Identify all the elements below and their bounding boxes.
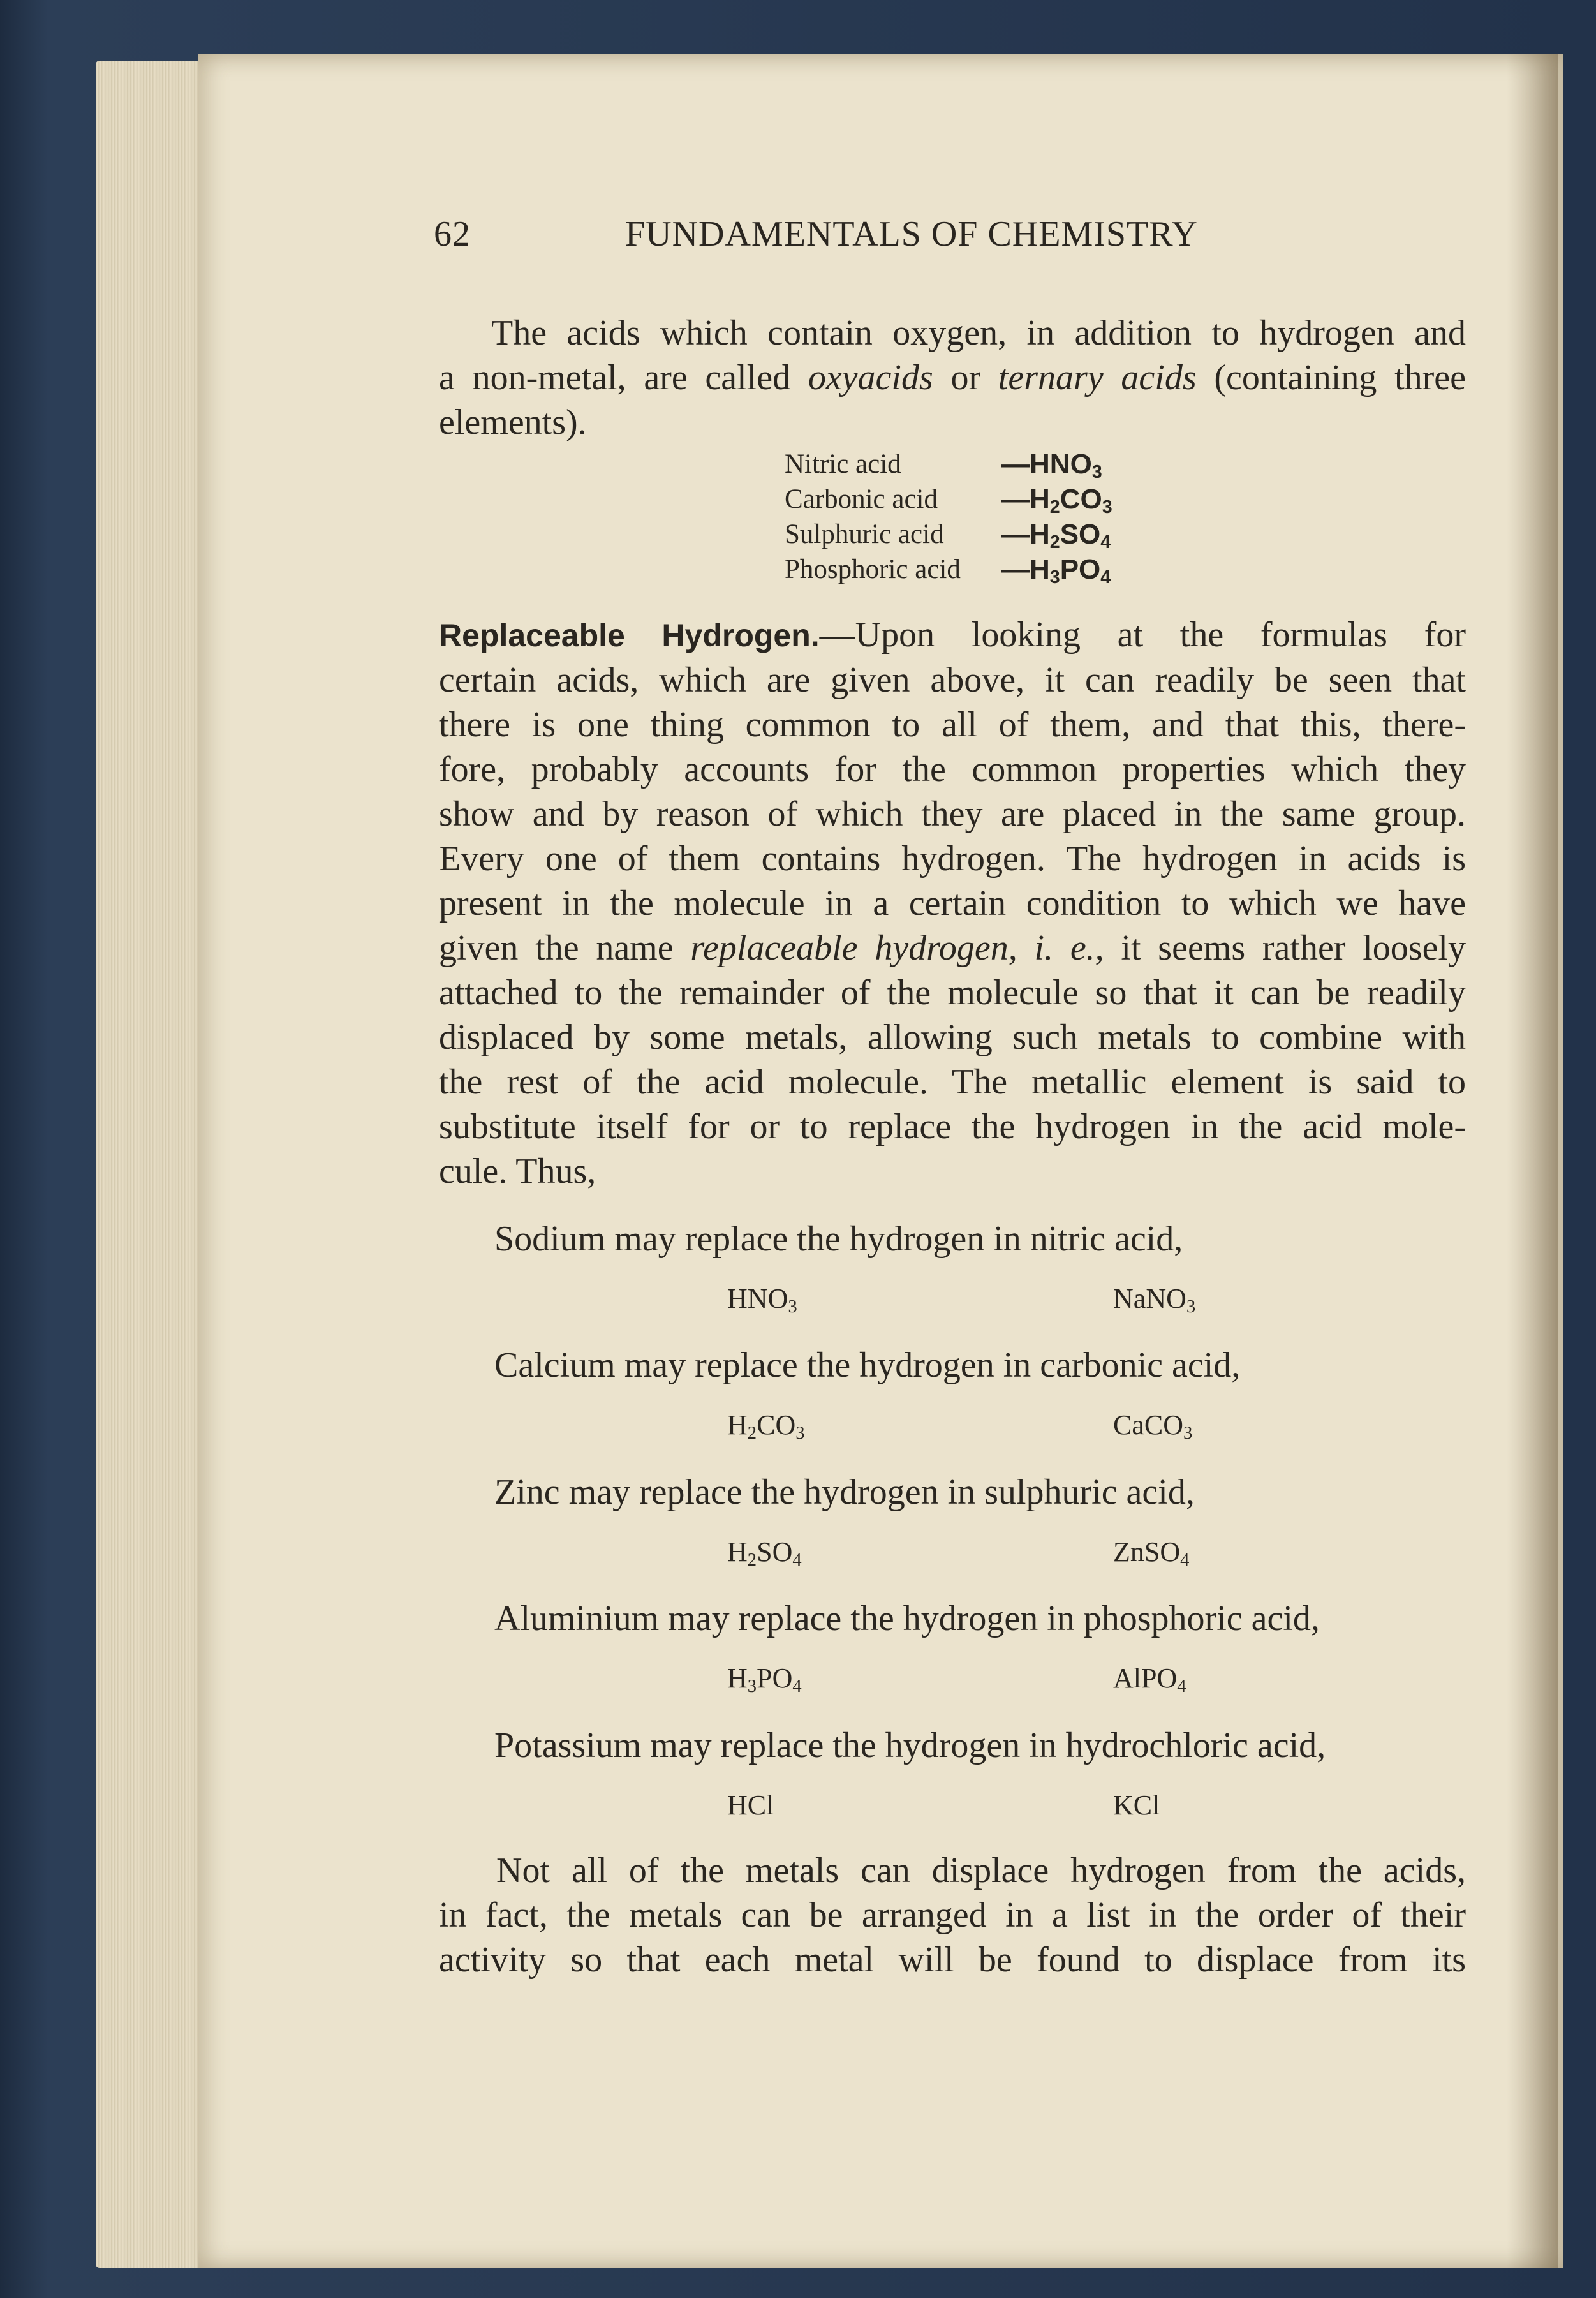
text-line: given the name replaceable hydrogen, i. e., it seems rather loosely [439, 928, 1466, 968]
acid-name: Nitric acid [785, 449, 901, 479]
acid-name: Sulphuric acid [785, 519, 944, 549]
text-line: The acids which contain oxygen, in addition to hydrogen and [491, 313, 1466, 353]
replacement-sentence: Aluminium may replace the hydrogen in phosphoric acid, [494, 1599, 1320, 1638]
text-line: the rest of the acid molecule. The metallic element is said to [439, 1062, 1466, 1102]
paragraph-replaceable-hydrogen [439, 612, 1466, 1194]
text-line: elements). [439, 403, 587, 442]
running-title: FUNDAMENTALS OF CHEMISTRY [625, 214, 1198, 254]
text-line: fore, probably accounts for the common properties which they [439, 750, 1466, 789]
page-number: 62 [434, 214, 471, 254]
salt-formula: NaNO$_3$ [1113, 1283, 1196, 1317]
acid-formula: $—H_3PO_4$ [1001, 554, 1111, 588]
paragraph-oxyacids [439, 311, 1466, 445]
acid-formula-table [785, 447, 1112, 587]
acid-formula: $H_2SO_4$ [727, 1536, 802, 1571]
acid-formula: $—HNO_3$ [1001, 448, 1102, 483]
acid-row [785, 447, 1112, 482]
acid-row [785, 482, 1112, 517]
text-line: substitute itself for or to replace the hydrogen in the acid mole- [439, 1107, 1466, 1146]
salt-formula: KCl [1113, 1790, 1160, 1821]
acid-formula: HCl [727, 1790, 774, 1821]
acid-name: Phosphoric acid [785, 554, 961, 584]
paragraph-metal-activity [439, 1848, 1466, 1982]
text-line: activity so that each metal will be found to displace from its [439, 1940, 1466, 1980]
text-line: Not all of the metals can displace hydrogen from the acids, [496, 1851, 1466, 1890]
replacement-sentence: Sodium may replace the hydrogen in nitric acid, [494, 1219, 1183, 1259]
acid-formula: $H_2CO_3$ [727, 1409, 805, 1444]
acid-formula: $—H_2CO_3$ [1001, 484, 1112, 518]
acid-formula: $HNO_3$ [727, 1283, 797, 1317]
replacement-sentence: Potassium may replace the hydrogen in hydrochloric acid, [494, 1726, 1326, 1765]
text-line: displaced by some metals, allowing such metals to combine with [439, 1018, 1466, 1057]
replacement-sentence: Zinc may replace the hydrogen in sulphuric acid, [494, 1472, 1195, 1512]
acid-formula: $—H_2SO_4$ [1001, 519, 1111, 553]
text-line: present in the molecule in a certain condition to which we have [439, 884, 1466, 923]
replacement-sentence: Calcium may replace the hydrogen in carbonic acid, [494, 1345, 1241, 1385]
text-line: cule. Thus, [439, 1152, 596, 1191]
salt-formula: ZnSO$_4$ [1113, 1536, 1190, 1571]
acid-name: Carbonic acid [785, 484, 938, 514]
acid-formula: $H_3PO_4$ [727, 1663, 802, 1697]
text-line: certain acids, which are given above, it can readily be seen that [439, 660, 1466, 700]
salt-formula: AlPO$_4$ [1113, 1663, 1186, 1697]
text-line: there is one thing common to all of them, and that this, there- [439, 705, 1466, 745]
text-line: show and by reason of which they are placed in the same group. [439, 794, 1466, 834]
text-line: Replaceable Hydrogen.—Upon looking at the formulas for [439, 615, 1466, 655]
text-line: in fact, the metals can be arranged in a list in the order of their [439, 1895, 1466, 1935]
text-line: attached to the remainder of the molecule so that it can be readily [439, 973, 1466, 1012]
text-line: a non-metal, are called oxyacids or ternary acids (containing three [439, 358, 1466, 397]
page-gutter-shadow [1507, 54, 1558, 2268]
acid-row [785, 552, 1112, 587]
acid-row [785, 517, 1112, 552]
section-heading: Replaceable Hydrogen. [439, 618, 820, 653]
text-line: Every one of them contains hydrogen. The hydrogen in acids is [439, 839, 1466, 878]
salt-formula: CaCO$_3$ [1113, 1409, 1193, 1444]
